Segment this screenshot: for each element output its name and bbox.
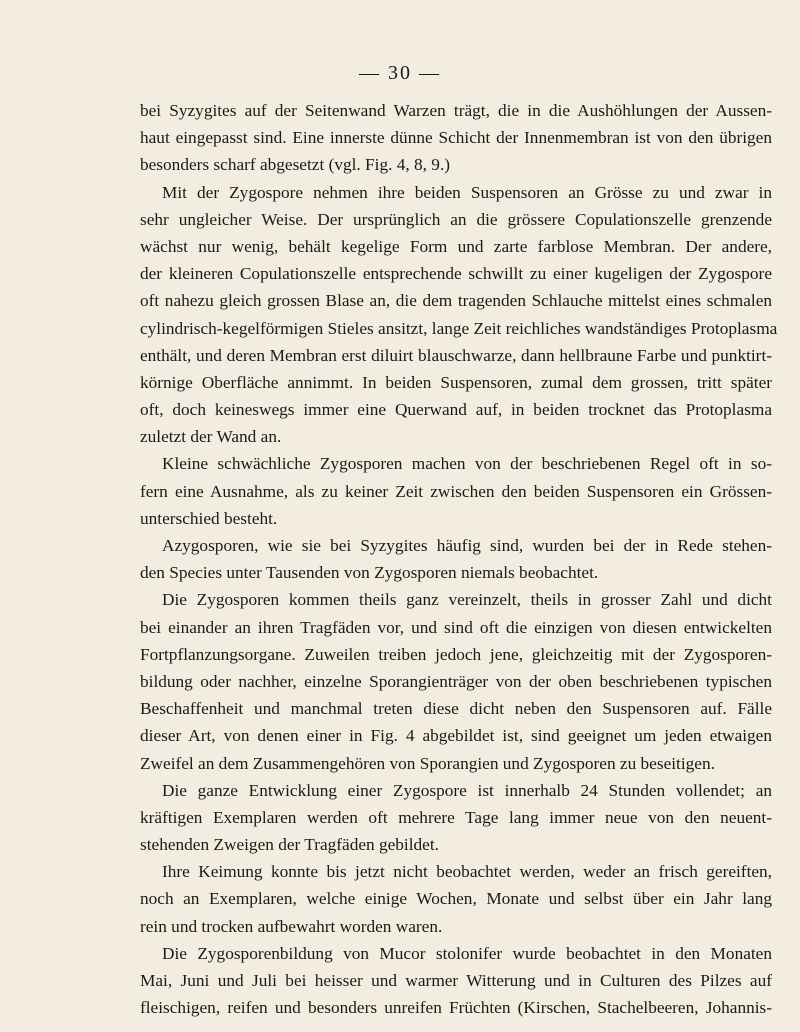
text-line: der kleineren Copulationszelle entsprechende schwillt zu einer kugeligen der Zygospore <box>140 264 772 284</box>
body-text <box>140 97 778 1021</box>
text-line: fleischigen, reifen und besonders unreifen Früchten (Kirschen, Stachelbeeren, Johannis- <box>140 998 772 1018</box>
text-line: rein und trocken aufbewahrt worden waren. <box>140 916 443 936</box>
text-line: Die Zygosporen kommen theils ganz vereinzelt, theils in grosser Zahl und dicht <box>162 590 772 610</box>
page-number: — 30 — <box>359 62 441 84</box>
text-line: stehenden Zweigen der Tragfäden gebildet. <box>140 835 439 855</box>
text-line: wächst nur wenig, behält kegelige Form und zarte farblose Membran. Der andere, <box>140 236 772 256</box>
text-line: körnige Oberfläche annimmt. In beiden Suspensoren, zumal dem grossen, tritt später <box>140 372 772 392</box>
text-line: Die Zygosporenbildung von Mucor stolonifer wurde beobachtet in den Monaten <box>162 943 772 963</box>
text-line: bildung oder nachher, einzelne Sporangienträger von der oben beschriebenen typischen <box>140 671 772 691</box>
text-line: kräftigen Exemplaren werden oft mehrere Tage lang immer neue von den neuent- <box>140 807 772 827</box>
text-line: unterschied besteht. <box>140 508 278 528</box>
text-line: Die ganze Entwicklung einer Zygospore ist innerhalb 24 Stunden vollendet; an <box>162 780 772 800</box>
text-line: oft, doch keineswegs immer eine Querwand auf, in beiden trocknet das Protoplasma <box>140 400 772 420</box>
text-line: Beschaffenheit und manchmal treten diese dicht neben den Suspensoren auf. Fälle <box>140 699 772 719</box>
text-line: Zweifel an dem Zusammengehören von Sporangien und Zygosporen zu beseitigen. <box>140 753 715 773</box>
text-line: fern eine Ausnahme, als zu keiner Zeit zwischen den beiden Suspensoren ein Grössen- <box>140 481 772 501</box>
text-line: haut eingepasst sind. Eine innerste dünne Schicht der Innenmembran ist von den übrigen <box>140 128 772 148</box>
text-line: Azygosporen, wie sie bei Syzygites häufig sind, wurden bei der in Rede stehen- <box>162 536 772 555</box>
text-line: besonders scharf abgesetzt (vgl. Fig. 4, 8, 9.) <box>140 155 451 175</box>
text-line: Fortpflanzungsorgane. Zuweilen treiben jedoch jene, gleichzeitig mit der Zygosporen- <box>140 644 772 664</box>
text-line: noch an Exemplaren, welche einige Wochen, Monate und selbst über ein Jahr lang <box>140 889 772 909</box>
text-line: bei Syzygites auf der Seitenwand Warzen trägt, die in die Aushöhlungen der Aussen- <box>140 101 772 120</box>
text-line: den Species unter Tausenden von Zygosporen niemals beobachtet. <box>140 563 599 583</box>
text-line: Mit der Zygospore nehmen ihre beiden Suspensoren an Grösse zu und zwar in <box>162 182 772 202</box>
text-line: zuletzt der Wand an. <box>140 427 282 447</box>
text-line: oft nahezu gleich grossen Blase an, die dem tragenden Schlauche mittelst eines schmalen <box>140 291 772 311</box>
text-line: Kleine schwächliche Zygosporen machen von der beschriebenen Regel oft in so- <box>162 454 772 474</box>
text-line: enthält, und deren Membran erst diluirt blauschwarze, dann hellbraune Farbe und punktirt- <box>140 345 772 365</box>
text-line: Mai, Juni und Juli bei heisser und warmer Witterung und in Culturen des Pilzes auf <box>140 971 772 990</box>
text-line: Ihre Keimung konnte bis jetzt nicht beobachtet werden, weder an frisch gereiften, <box>162 862 772 882</box>
text-line: sehr ungleicher Weise. Der ursprünglich an die grössere Copulationszelle grenzende <box>140 209 772 229</box>
text-line: cylindrisch-kegelförmigen Stieles ansitzt, lange Zeit reichliches wandständiges Protoplasma <box>140 318 778 338</box>
text-line: bei einander an ihren Tragfäden vor, und sind oft die einzigen von diesen entwickelten <box>140 617 772 637</box>
text-line: dieser Art, von denen einer in Fig. 4 abgebildet ist, sind geeignet um jeden etwaigen <box>140 726 772 746</box>
